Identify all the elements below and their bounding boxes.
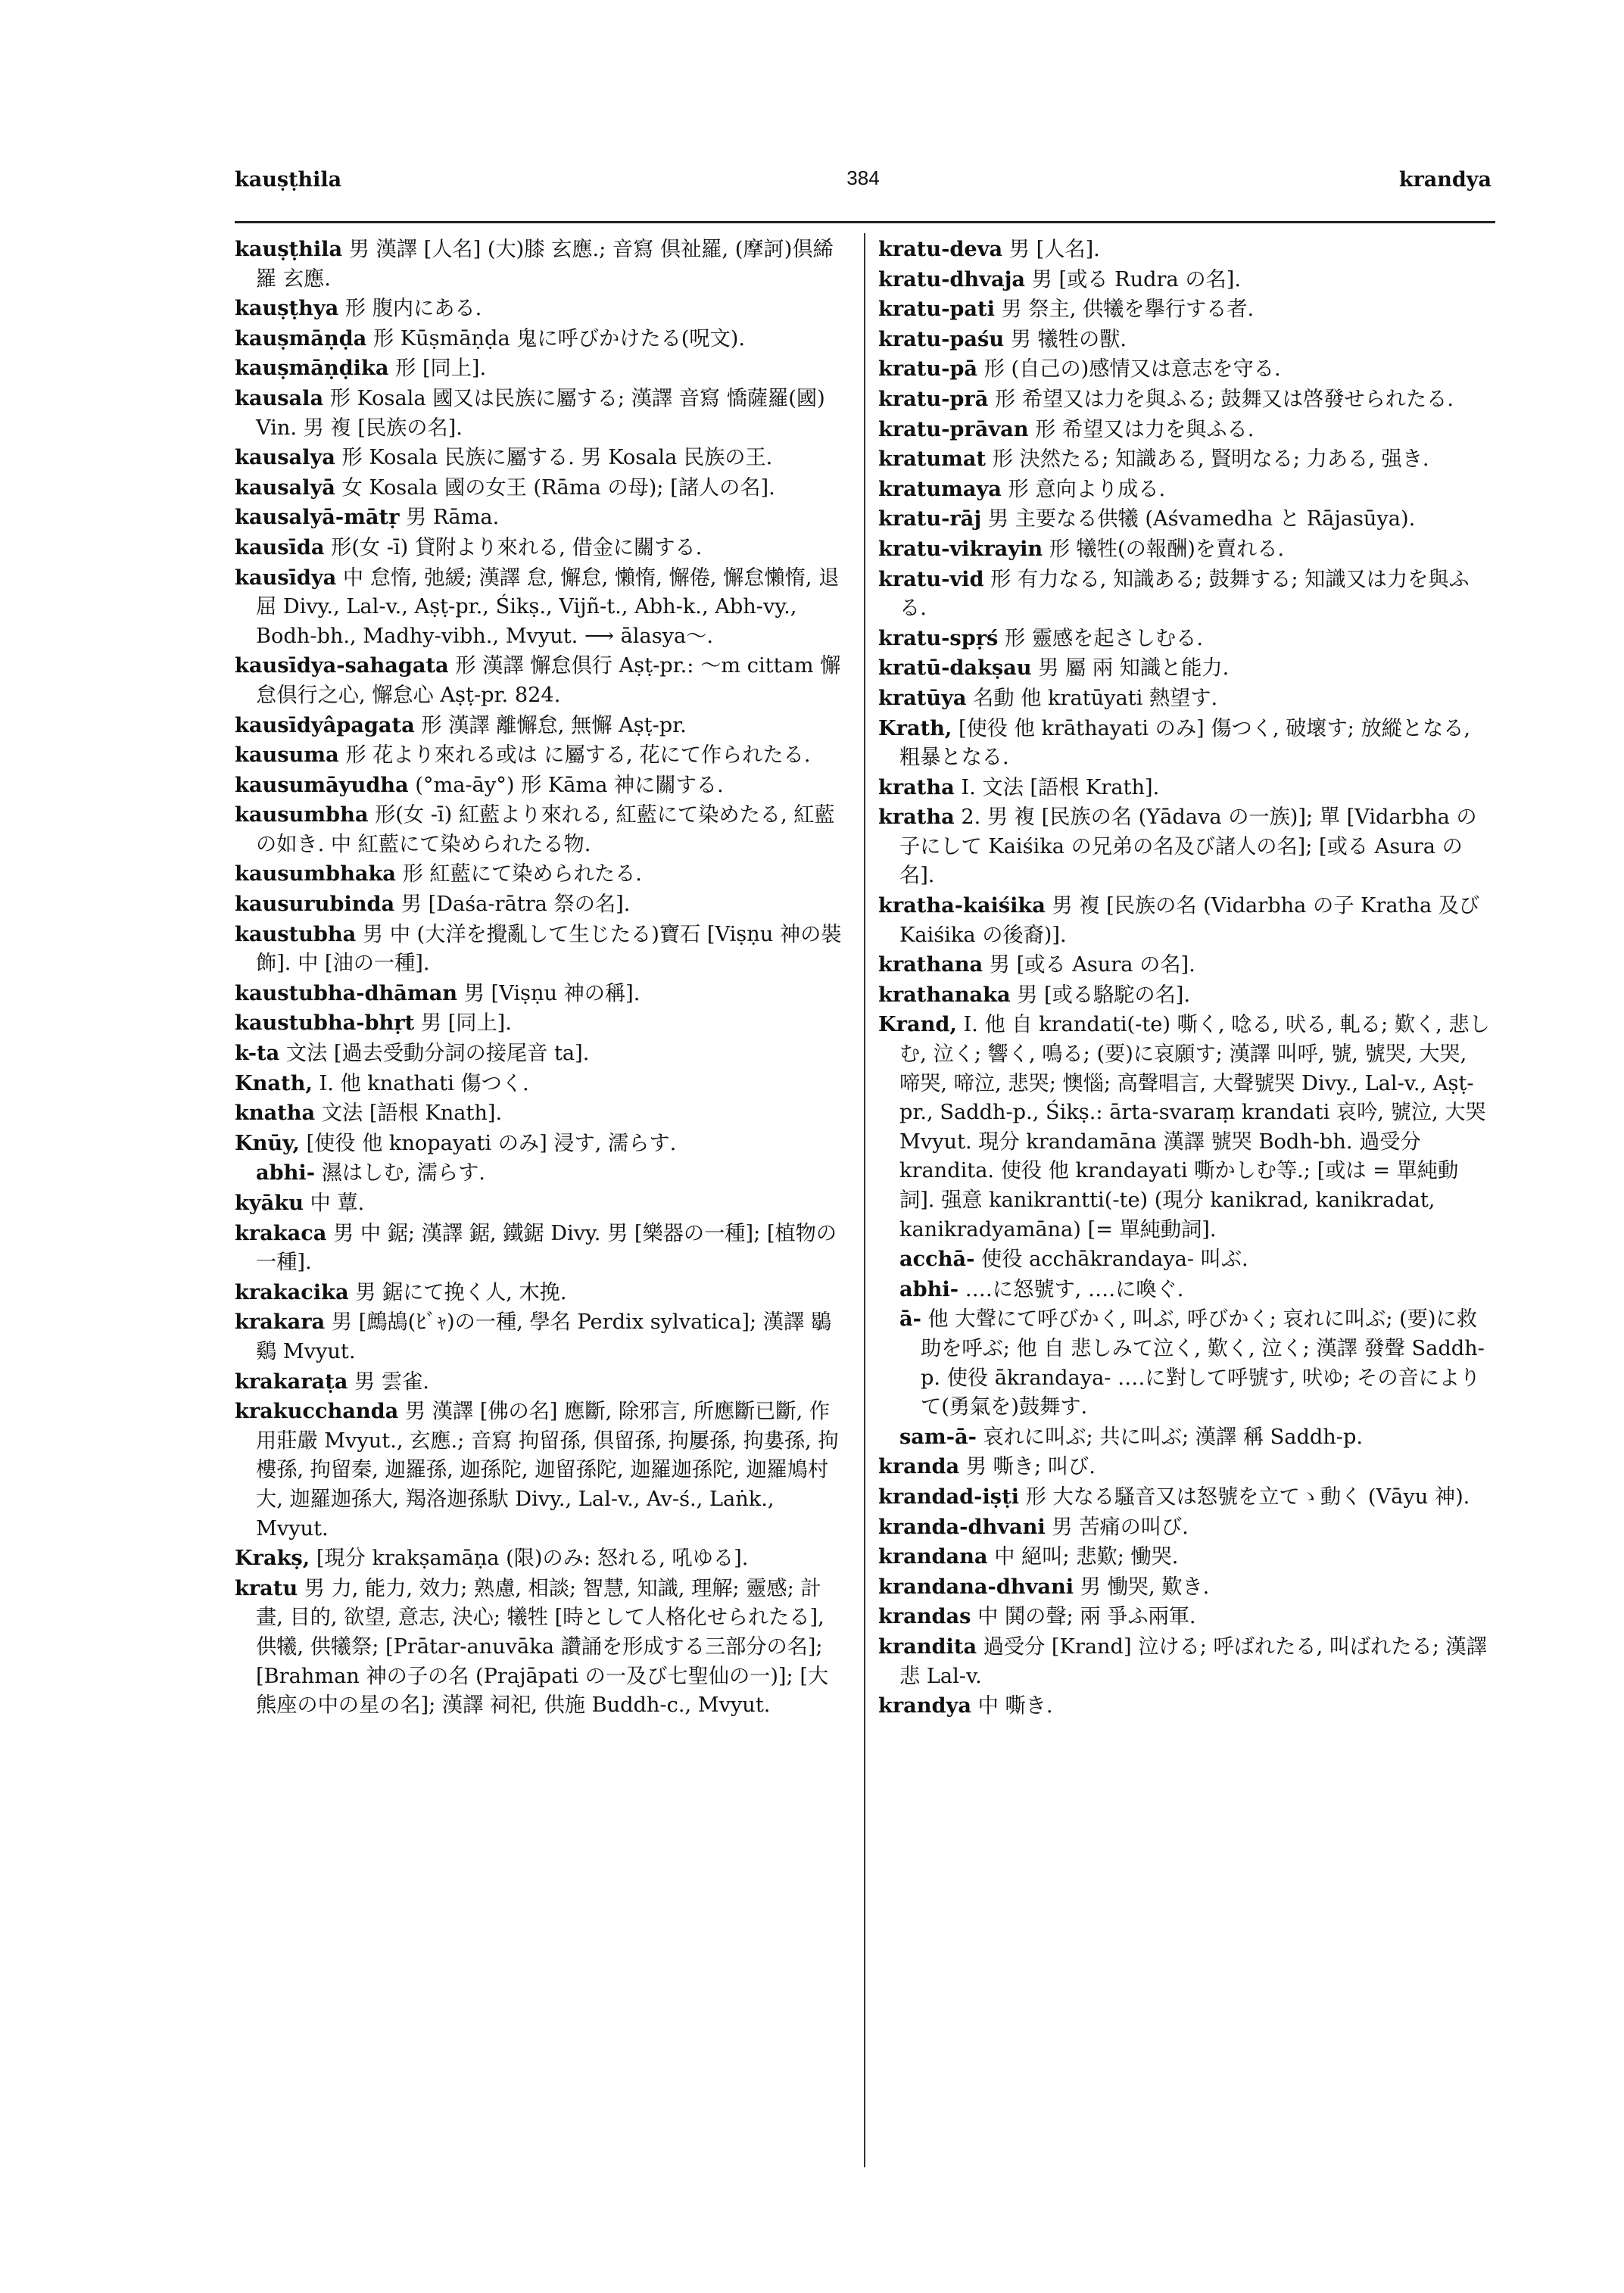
entry-headword: kratu-deva (878, 237, 1003, 261)
entry-definition: 男 [鷓鴣(ﾋﾞｬ)の一種, 學名 Perdix sylvatica]; 漢譯 鶡鷄 Mvyut. (256, 1310, 831, 1363)
dictionary-entry (235, 563, 846, 652)
dictionary-entry (878, 1482, 1493, 1513)
entry-definition: 形(女 -ī) 紅藍より來れる, 紅藍にて染めたる, 紅藍の如き. 中 紅藍にて染められたる物. (256, 803, 835, 856)
entry-headword: kausalya (235, 445, 335, 470)
dictionary-entry (878, 565, 1493, 624)
entry-definition: 男 祭主, 供犧を擧行する者. (994, 298, 1255, 322)
entry-definition: 形 希望又は力を與ふる; 鼓舞又は啓發せられたる. (988, 387, 1454, 411)
dictionary-entry (235, 1189, 846, 1219)
entry-definition: 男 漢譯 [人名] (大)膝 玄應.; 音寫 倶祉羅, (摩訶)倶絺羅 玄應. (256, 238, 834, 291)
dictionary-entry (235, 651, 846, 710)
dictionary-entry (235, 384, 846, 443)
entry-headword: kratha-kaiśika (878, 893, 1046, 918)
dictionary-entry (235, 1544, 846, 1574)
entry-headword: kaustubha-dhāman (235, 980, 458, 1005)
dictionary-entry (235, 979, 846, 1009)
dictionary-entry (235, 711, 846, 741)
entry-headword: kratumat (878, 447, 987, 472)
entry-definition: 男 [或る駱駝の名]. (1010, 983, 1191, 1007)
left-running-headword: kauṣṭhila (235, 168, 342, 192)
dictionary-entry (235, 740, 846, 771)
entry-headword: Krakṣ, (235, 1546, 310, 1571)
right-column (878, 235, 1493, 1721)
dictionary-entry (235, 1008, 846, 1039)
dictionary-entry (878, 265, 1493, 295)
dictionary-entry (878, 1632, 1493, 1691)
dictionary-entry (235, 1129, 846, 1159)
entry-headword: krakaca (235, 1220, 327, 1245)
entry-definition: 男 中 鋸; 漢譯 鋸, 鐵鋸 Divy. 男 [樂器の一種]; [植物の一種]. (256, 1221, 837, 1275)
entry-headword: kausurubinda (235, 892, 395, 917)
entry-headword: krandana (878, 1544, 988, 1569)
entry-headword: kauṣṭhila (235, 237, 343, 261)
entry-headword: krakucchanda (235, 1399, 399, 1424)
entry-definition: 形 意向より成る. (1001, 477, 1166, 501)
entry-headword: kranda-dhvani (878, 1514, 1046, 1539)
entry-headword: kausumāyudha (235, 772, 409, 797)
dictionary-entry (899, 1304, 1493, 1422)
entry-definition: 男 [同上]. (414, 1011, 512, 1036)
entry-headword: Knath, (235, 1070, 313, 1095)
entry-definition: 中 嘶き. (971, 1694, 1053, 1718)
dictionary-entry (235, 443, 846, 473)
entry-headword: kratha (878, 805, 955, 830)
entry-headword: krakacika (235, 1279, 349, 1304)
entry-headword: knatha (235, 1101, 316, 1126)
right-running-headword: krandya (1398, 168, 1492, 192)
dictionary-entry (878, 444, 1493, 475)
dictionary-entry (235, 1574, 846, 1721)
entry-headword: krandana-dhvani (878, 1574, 1074, 1599)
dictionary-entry (878, 415, 1493, 445)
dictionary-entry (235, 354, 846, 384)
entry-definition: I. 他 knathati 傷つく. (312, 1071, 529, 1095)
entry-definition: 哀れに叫ぶ; 共に叫ぶ; 漢譯 稱 Saddh-p. (976, 1425, 1364, 1449)
entry-headword: kauṣmāṇḍika (235, 356, 389, 381)
entry-headword: krathana (878, 952, 983, 977)
entry-headword: kaustubha (235, 921, 357, 946)
entry-headword: kausala (235, 385, 324, 410)
entry-headword: kratu-prā (878, 386, 989, 411)
entry-definition: (°ma-āy°) 形 Kāma 神に關する. (408, 773, 724, 797)
dictionary-entry (235, 1278, 846, 1308)
dictionary-entry (235, 920, 846, 979)
entry-headword: Krand, (878, 1012, 957, 1037)
entry-headword: kranda (878, 1454, 960, 1479)
entry-headword: kyāku (235, 1191, 304, 1215)
entry-definition: 男 [Viṣṇu 神の稱]. (457, 981, 641, 1005)
dictionary-entry (878, 475, 1493, 505)
dictionary-entry (878, 325, 1493, 355)
entry-definition: 男 雲雀. (348, 1369, 429, 1394)
entry-definition: 形 希望又は力を與ふる. (1028, 417, 1255, 441)
entry-headword: kratu-spṛś (878, 625, 999, 650)
dictionary-entry (235, 1367, 846, 1397)
entry-headword: ā- (899, 1307, 921, 1332)
dictionary-entry (878, 1452, 1493, 1482)
entry-definition: 男 主要なる供犧 (Aśvamedha と Rājasūya). (981, 507, 1416, 531)
entry-definition: 男 漢譯 [佛の名] 應斷, 除邪言, 所應斷已斷, 作用莊嚴 Mvyut., 玄應.; 音寫 拘留孫, 倶留孫, 拘屢孫, 拘婁孫, 拘樓孫, 拘留秦, 迦羅孫, 迦孫陀, 迦留孫陀, 迦羅迦孫陀, 迦羅鳩村大, 迦羅迦孫大, 羯洛迦孫馱 Divy., Lal-v., Av-ś., Laṅk., Mvyut. (256, 1400, 839, 1541)
entry-headword: kratu-paśu (878, 326, 1005, 351)
dictionary-entry (878, 385, 1493, 415)
entry-headword: kausīdyâpagata (235, 712, 415, 737)
entry-headword: kratu-dhvaja (878, 266, 1026, 291)
entry-definition: 中 鬨の聲; 兩 爭ふ兩軍. (971, 1605, 1196, 1629)
entry-definition: 男 [人名]. (1002, 238, 1100, 261)
entry-headword: kratu-prāvan (878, 416, 1029, 441)
dictionary-entry (235, 889, 846, 920)
entry-headword: krandas (878, 1604, 971, 1629)
dictionary-entry (878, 1542, 1493, 1572)
entry-definition: 形 有力なる, 知識ある; 鼓舞する; 知識又は力を與ふる. (899, 567, 1470, 621)
entry-headword: kratu-pā (878, 357, 978, 382)
entry-definition: 他 大聲にて呼びかく, 叫ぶ, 呼びかく; 哀れに叫ぶ; (要)に救助を呼ぶ; 他 自 悲しみて泣く, 歎く, 泣く; 漢譯 發聲 Saddh-p. 使役 ākrandaya- ‥‥に對して呼號す, 吠ゆ; その音によりて(勇氣を)鼓舞す. (921, 1307, 1485, 1419)
dictionary-entry (878, 773, 1493, 803)
page-number: 384 (846, 167, 880, 189)
dictionary-entry (878, 504, 1493, 534)
entry-definition: I. 他 自 krandati(-te) 嘶く, 唸る, 吠る, 軋る; 歎く, 悲しむ, 泣く; 響く, 鳴る; (要)に哀願す; 漢譯 叫呼, 號, 號哭, 大哭, 啼哭, 啼泣, 悲哭; 懊惱; 高聲唱言, 大聲號哭 Divy., Lal-v., Aṣṭ-pr., Saddh-p., Śikṣ.: ārta-svaraṃ krandati 哀吟, 號泣, 大哭 Mvyut. 現分 krandamāna 漢譯 號哭 Bodh-bh. 過受分 krandita. 使役 他 krandayati 嘶かしむ等.; [或は = 單純動詞]. 强意 kanikrantti(-te) (現分 kanikrad, kanikradat, kanikradyamāna) [= 單純動詞]. (899, 1013, 1490, 1242)
header-rule (235, 221, 1495, 223)
dictionary-entry (235, 1219, 846, 1278)
dictionary-entry (878, 294, 1493, 325)
entry-headword: kaustubha-bhṛt (235, 1011, 415, 1036)
dictionary-entry (235, 1307, 846, 1366)
dictionary-entry (878, 1602, 1493, 1632)
entry-definition: ‥‥に怒號す, ‥‥に喚ぐ. (959, 1277, 1184, 1301)
entry-definition: 男 [或る Asura の名]. (983, 953, 1195, 977)
dictionary-entry (235, 473, 846, 503)
dictionary-entry (235, 533, 846, 563)
dictionary-entry (878, 354, 1493, 385)
entry-definition: 使役 acchākrandaya- 叫ぶ. (974, 1248, 1248, 1272)
entry-definition: 形 犧牲(の報酬)を賣れる. (1043, 537, 1285, 561)
dictionary-entry (235, 1098, 846, 1129)
entry-headword: Knūy, (235, 1130, 300, 1155)
entry-definition: 形 (自己の)感情又は意志を守る. (977, 357, 1281, 382)
dictionary-entry (256, 1158, 846, 1189)
entry-definition: 形 Kūṣmāṇḍa 鬼に呼びかけたる(呪文). (366, 326, 746, 350)
dictionary-entry (878, 802, 1493, 891)
entry-headword: krandya (878, 1693, 971, 1718)
entry-definition: 男 苦痛の叫び. (1045, 1515, 1189, 1539)
entry-headword: kratūya (878, 685, 967, 710)
dictionary-entry (878, 624, 1493, 654)
entry-definition: [使役 他 knopayati のみ] 浸す, 濡らす. (299, 1131, 677, 1155)
entry-headword: abhi- (899, 1276, 959, 1301)
dictionary-entry (899, 1422, 1493, 1453)
entry-headword: acchā- (899, 1247, 975, 1272)
dictionary-entry (878, 891, 1493, 950)
entry-headword: kausumbha (235, 802, 369, 827)
entry-headword: kratha (878, 774, 955, 799)
entry-definition: 男 嘶き; 叫び. (959, 1455, 1096, 1479)
entry-headword: Krath, (878, 715, 952, 740)
entry-definition: 男 複 [民族の名 (Vidarbha の子 Kratha 及び Kaiśika の後裔)]. (899, 894, 1480, 947)
dictionary-entry (878, 653, 1493, 684)
entry-definition: 中 怠惰, 弛緩; 漢譯 怠, 懈怠, 懶惰, 懈倦, 懈怠懶惰, 退屈 Divy., Lal-v., Aṣṭ-pr., Śikṣ., Vijñ-t., Abh-k., Abh-vy., Bodh-bh., Madhy-vibh., Mvyut. ⟶ ālasya〜. (256, 565, 840, 648)
entry-headword: kratumaya (878, 476, 1002, 501)
entry-headword: krandad-iṣṭi (878, 1484, 1019, 1509)
entry-definition: 形 漢譯 懈怠倶行 Aṣṭ-pr.: 〜m cittam 懈怠倶行之心, 懈怠心 Aṣṭ-pr. 824. (256, 654, 841, 707)
entry-headword: kratū-dakṣau (878, 656, 1032, 681)
dictionary-entry (878, 950, 1493, 980)
entry-headword: krathanaka (878, 982, 1011, 1007)
dictionary-entry (235, 1039, 846, 1069)
entry-definition: 文法 [過去受動分詞の接尾音 ta]. (279, 1042, 590, 1066)
entry-definition: 男 屬 兩 知識と能力. (1031, 656, 1230, 681)
entry-definition: 名動 他 kratūyati 熱望す. (966, 686, 1218, 710)
entry-definition: 形 Kosala 國又は民族に屬する; 漢譯 音寫 憍薩羅(國) Vin. 男 複 [民族の名]. (256, 386, 825, 440)
entry-definition: 形 Kosala 民族に屬する. 男 Kosala 民族の王. (335, 446, 773, 470)
dictionary-entry (899, 1245, 1493, 1275)
entry-headword: kratu-vid (878, 566, 984, 591)
entry-headword: kauṣmāṇḍa (235, 326, 367, 350)
entry-headword: kausīdya (235, 565, 337, 590)
dictionary-entry (878, 1691, 1493, 1721)
entry-headword: kausīda (235, 534, 325, 559)
entry-definition: 形(女 -ī) 貸附より來れる, 借金に關する. (324, 535, 703, 559)
entry-headword: kauṣṭhya (235, 296, 339, 321)
page-header (235, 168, 1492, 198)
entry-headword: kratu-rāj (878, 506, 982, 531)
entry-definition: 男 Rāma. (399, 506, 500, 530)
dictionary-entry (878, 534, 1493, 565)
dictionary-entry (878, 1513, 1493, 1543)
dictionary-entry (899, 1275, 1493, 1305)
entry-definition: 形 漢譯 離懈怠, 無懈 Aṣṭ-pr. (414, 713, 687, 737)
dictionary-entry (878, 1572, 1493, 1603)
entry-definition: 形 [同上]. (388, 357, 487, 381)
entry-headword: k-ta (235, 1041, 280, 1066)
entry-headword: kausumbhaka (235, 861, 396, 886)
entry-definition: 男 力, 能力, 效力; 熟慮, 相談; 智慧, 知識, 理解; 靈感; 計畫, 目的, 欲望, 意志, 決心; 犧牲 [時として人格化せられたる], 供犧, 供犧祭; [Prātar-anuvāka 讚誦を形成する三部分の名]; [Brahman 神の子の名 (Prajāpati の一及び七聖仙の一)]; [大熊座の中の星の名]; 漢譯 祠祀, 供施 Buddh-c., Mvyut. (256, 1576, 829, 1718)
dictionary-entry (235, 294, 846, 324)
left-column (235, 235, 846, 1721)
dictionary-entry (235, 771, 846, 801)
entry-definition: 男 慟哭, 歎き. (1074, 1575, 1210, 1599)
entry-headword: sam-ā- (899, 1424, 977, 1449)
entry-definition: 形 紅藍にて染められたる. (395, 862, 642, 886)
entry-definition: 2. 男 複 [民族の名 (Yādava の一族)]; 單 [Vidarbha の子にして Kaiśika の兄弟の名及び諸人の名]; [或る Asura の名]. (899, 805, 1477, 888)
entry-definition: 中 蕈. (303, 1192, 365, 1215)
entry-definition: 文法 [語根 Knath]. (315, 1101, 503, 1126)
dictionary-entry (878, 980, 1493, 1011)
dictionary-entry (235, 324, 846, 354)
entry-definition: 形 腹内にある. (338, 297, 482, 321)
entry-definition: 過受分 [Krand] 泣ける; 呼ばれたる, 叫ばれたる; 漢譯 悲 Lal-v. (899, 1634, 1487, 1688)
entry-headword: krandita (878, 1634, 977, 1659)
entry-headword: krakaraṭa (235, 1369, 348, 1394)
dictionary-entry (878, 1010, 1493, 1245)
dictionary-entry (235, 1069, 846, 1099)
dictionary-entry (235, 800, 846, 859)
entry-definition: 形 大なる騷音又は怒號を立てゝ動く (Vāyu 神). (1019, 1485, 1470, 1509)
column-divider (864, 233, 865, 2167)
entry-headword: kausalyā (235, 475, 335, 500)
dictionary-entry (235, 503, 846, 533)
entry-headword: kausīdya-sahagata (235, 653, 449, 678)
entry-headword: kausalyā-mātṛ (235, 505, 400, 530)
entry-headword: kratu-pati (878, 297, 995, 322)
entry-definition: 女 Kosala 國の女王 (Rāma の母); [諸人の名]. (335, 475, 775, 500)
entry-headword: krakara (235, 1310, 326, 1335)
entry-definition: [現分 krakṣamāṇa (限)のみ: 怒れる, 吼ゆる]. (310, 1547, 749, 1571)
dictionary-entry (878, 714, 1493, 773)
entry-definition: 男 鋸にて挽く人, 木挽. (348, 1280, 567, 1304)
entry-headword: abhi- (256, 1161, 316, 1185)
entry-definition: 濕はしむ, 濡らす. (315, 1161, 485, 1185)
entry-definition: 男 犧牲の獸. (1004, 327, 1127, 351)
entry-definition: 男 [Daśa-rātra 祭の名]. (394, 893, 631, 917)
entry-definition: 形 靈感を起さしむる. (998, 626, 1203, 650)
entry-headword: kratu (235, 1575, 298, 1600)
entry-definition: 男 中 (大洋を攪亂して生じたる)寶石 [Viṣṇu 神の裝飾]. 中 [油の一種]. (256, 922, 842, 976)
dictionary-entry (235, 859, 846, 889)
entry-headword: kausuma (235, 743, 339, 768)
entry-definition: 中 絕叫; 悲歎; 慟哭. (987, 1545, 1179, 1569)
entry-definition: 男 [或る Rudra の名]. (1025, 267, 1241, 291)
entry-definition: 形 花より來れる或は に屬する, 花にて作られたる. (338, 743, 811, 768)
entry-definition: 形 決然たる; 知識ある, 賢明なる; 力ある, 强き. (986, 447, 1429, 472)
dictionary-entry (235, 1397, 846, 1544)
entry-headword: kratu-vikrayin (878, 536, 1043, 561)
dictionary-entry (878, 235, 1493, 265)
entry-definition: [使役 他 krāthayati のみ] 傷つく, 破壞す; 放縱となる, 粗暴となる. (899, 716, 1471, 770)
entry-definition: I. 文法 [語根 Krath]. (954, 775, 1160, 799)
dictionary-entry (235, 235, 846, 294)
dictionary-entry (878, 684, 1493, 714)
